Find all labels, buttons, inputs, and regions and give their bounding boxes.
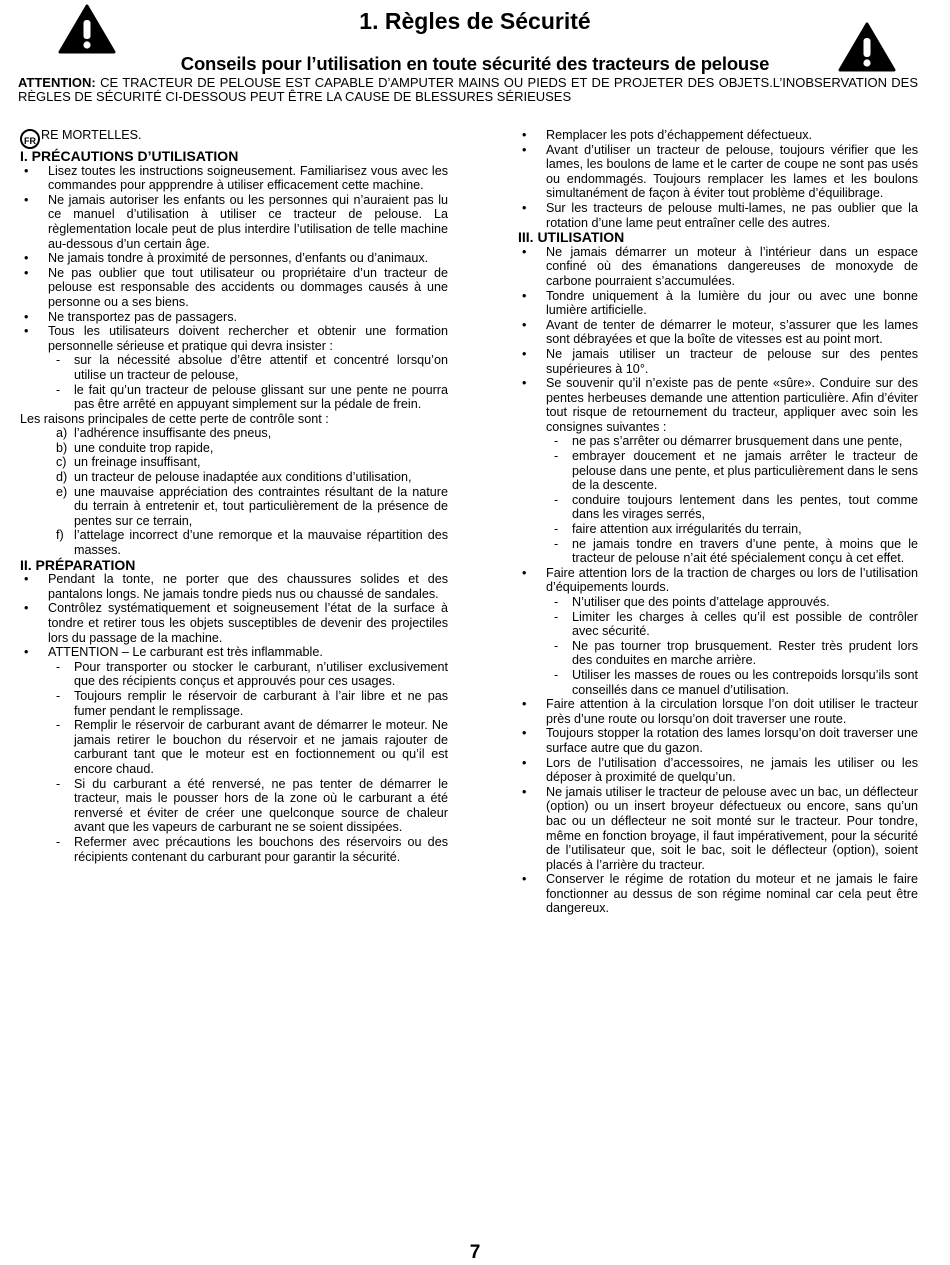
sub-item: - Pour transporter ou stocker le carburant, n’utiliser exclusivement que des récipients conçus et approuvés pour ces usages.: [20, 660, 448, 689]
list-item: • Avant de tenter de démarrer le moteur, s’assurer que les lames sont débrayées et que la boîte de vitesses est au point mort.: [518, 318, 918, 347]
item-letter: b): [56, 440, 68, 455]
fr-badge: FR: [20, 129, 40, 149]
page-number: 7: [469, 1242, 481, 1263]
item-letter: c): [56, 455, 67, 470]
sub-item: - Remplir le réservoir de carburant avant de démarrer le moteur. Ne jamais retirer le bouchon du réservoir et ne jamais rajouter de carburant tant que le moteur est en foctionnement ou qu’il est encore chaud.: [20, 718, 448, 776]
item-text: un freinage insuffisant,: [74, 455, 201, 470]
list-item: • Ne jamais autoriser les enfants ou les personnes qui n’auraient pas lu ce manuel d’utilisation à utiliser ce tracteur de pelouse. La règlementation locale peut de plus interdire l’utilisation de telle machine au-dessous d’un certain âge.: [20, 193, 448, 251]
sub-item: - ne pas s’arrêter ou démarrer brusquement dans une pente,: [518, 434, 918, 449]
list-item: • Pendant la tonte, ne porter que des chaussures solides et des pantalons longs. Ne jamais tondre pieds nus ou chaussé de sandales.: [20, 572, 448, 601]
page-title: 1. Règles de Sécurité: [359, 8, 591, 34]
list-item: • Sur les tracteurs de pelouse multi-lames, ne pas oublier que la rotation d’une lame peut entraîner celle des autres.: [518, 201, 918, 230]
sub-item: - ne jamais tondre en travers d’une pente, à moins que le tracteur de pelouse n’ait été spécialement conçu à cet effet.: [518, 537, 918, 566]
list-item: • Ne jamais utiliser un tracteur de pelouse sur des pentes supérieures à 10°.: [518, 347, 918, 376]
sub-item: - sur la nécessité absolue d’être attentif et concentré lorsqu’on utilise un tracteur de pelouse,: [20, 353, 448, 382]
list-item: • Ne transportez pas de passagers.: [20, 310, 448, 325]
list-item: • ATTENTION – Le carburant est très inflammable.: [20, 645, 448, 660]
list-item: • Ne pas oublier que tout utilisateur ou propriétaire d’un tracteur de pelouse est responsable des accidents ou dommages causés à une personne ou a ses biens.: [20, 266, 448, 310]
lettered-item: [20, 455, 448, 470]
item-letter: e): [56, 484, 68, 499]
item-text: une conduite trop rapide,: [74, 440, 214, 455]
list-item: • Lisez toutes les instructions soigneusement. Familiarisez vous avec les commandes pour appprendre à utiliser efficacement cette machine.: [20, 164, 448, 193]
sub-item: - Toujours remplir le réservoir de carburant à l’air libre et ne pas fumer pendant le remplissage.: [20, 689, 448, 718]
item-text: l’adhérence insuffisante des pneus,: [74, 426, 272, 441]
attention-notice: [18, 76, 918, 104]
list-item: • Faire attention lors de la traction de charges ou lors de l’utilisation d’équipements lourds.: [518, 566, 918, 595]
lettered-item: [20, 485, 448, 529]
sub-item: - le fait qu’un tracteur de pelouse glissant sur une pente ne pourra pas être arrêté en appuyant simplement sur la pédale de frein.: [20, 383, 448, 412]
right-column: [518, 128, 918, 916]
sub-item: - Refermer avec précautions les bouchons des réservoirs ou des récipients contenant du carburant pour garantir la sécurité.: [20, 835, 448, 864]
item-text: une mauvaise appréciation des contraintes résultant de la nature du terrain à entretenir et, tout particulièrement de la présence de pentes sur ce terrain,: [74, 484, 448, 528]
list-item: • Tondre uniquement à la lumière du jour ou avec une bonne lumière artificielle.: [518, 289, 918, 318]
left-column: [20, 128, 448, 864]
section-title: III. UTILISATION: [518, 229, 625, 246]
list-item: • Lors de l’utilisation d’accessoires, ne jamais les utiliser ou les déposer à proximité de quelqu’un.: [518, 756, 918, 785]
lettered-item: [20, 426, 448, 441]
list-item: • Faire attention à la circulation lorsque l’on doit utiliser le tracteur près d’une route ou lorsqu’on doit traverser une route.: [518, 697, 918, 726]
item-text: l’attelage incorrect d’une remorque et la mauvaise répartition des masses.: [74, 528, 448, 558]
lettered-item: [20, 528, 448, 557]
list-item: • Tous les utilisateurs doivent rechercher et obtenir une formation personnelle sérieuse et pratique qui devra insister :: [20, 324, 448, 353]
list-item: • Remplacer les pots d’échappement défectueux.: [518, 128, 918, 143]
attention-label: ATTENTION:: [18, 75, 96, 90]
sub-item: - Limiter les charges à celles qu’il est possible de contrôler avec sécurité.: [518, 610, 918, 639]
attention-text: CE TRACTEUR DE PELOUSE EST CAPABLE D’AMPUTER MAINS OU PIEDS ET DE PROJETER DES OBJETS.L’INOBSERVATION DES RÈGLES DE SÉCURITÉ CI-DESSOUS PEUT ÊTRE LA CAUSE DE BLESSURES SÉRIEUSES: [18, 75, 918, 104]
sub-item: - Utiliser les masses de roues ou les contrepoids lorsqu’ils sont conseillés dans ce manuel d’utilisation.: [518, 668, 918, 697]
list-item: • Toujours stopper la rotation des lames lorsqu’on doit traverser une surface autre que du gazon.: [518, 726, 918, 755]
sub-item: - conduire toujours lentement dans les pentes, tout comme dans les virages serrés,: [518, 493, 918, 522]
list-item: • Contrôlez systématiquement et soigneusement l’état de la surface à tondre et retirer tous les objets susceptibles de devenir des projectiles lors du passage de la machine.: [20, 601, 448, 645]
sub-item: - faire attention aux irrégularités du terrain,: [518, 522, 918, 537]
list-item: • Se souvenir qu’il n’existe pas de pente «sûre». Conduire sur des pentes herbeuses demande une attention particulière. Afin d’éviter tout risque de retournement du tracteur, appliquer avec soin les consignes suivantes :: [518, 376, 918, 434]
sub-item: - Si du carburant a été renversé, ne pas tenter de démarrer le tracteur, mais le pousser hors de la zone où le carburant a été renversé et éviter de créer une quelconque source de chaleur avant que les vapeurs de carburant ne se soient dissipées.: [20, 777, 448, 835]
sub-item: - N’utiliser que des points d’attelage approuvés.: [518, 595, 918, 610]
sub-item: - Ne pas tourner trop brusquement. Rester très prudent lors des conduites en marche arrière.: [518, 639, 918, 668]
lettered-item: [20, 470, 448, 485]
list-item: • Ne jamais utiliser le tracteur de pelouse avec un bac, un déflecteur (option) ou un insert broyeur défectueux ou encore, sans qu’un bac ou un déflecteur ne soit monté sur le tracteur. Pour tondre, même en fonction broyage, il faut impérativement, pour la sécurité de l’utilisateur que, soit le bac, soit le déflecteur (option), soient placés à l’arrière du tracteur.: [518, 785, 918, 873]
list-item: • Ne jamais démarrer un moteur à l’intérieur dans un espace confiné où des émanations dangereuses de monoxyde de carbone pourraient s’accumulées.: [518, 245, 918, 289]
lettered-item: [20, 441, 448, 456]
section-title: II. PRÉPARATION: [20, 556, 136, 573]
paragraph: Les raisons principales de cette perte de contrôle sont :: [20, 411, 329, 426]
list-item: • Conserver le régime de rotation du moteur et ne jamais le faire fonctionner au dessus de son régime nominal car cela peut être dangereux.: [518, 872, 918, 916]
page-subtitle: Conseils pour l’utilisation en toute sécurité des tracteurs de pelouse: [180, 53, 770, 74]
item-letter: d): [56, 470, 68, 485]
sub-item: - embrayer doucement et ne jamais arrêter le tracteur de pelouse dans une pente, et plus particulièrement dans le sens de la descente.: [518, 449, 918, 493]
list-item: • Ne jamais tondre à proximité de personnes, d’enfants ou d’animaux.: [20, 251, 448, 266]
section-title: I. PRÉCAUTIONS D’UTILISATION: [20, 148, 239, 164]
list-item: • Avant d’utiliser un tracteur de pelouse, toujours vérifier que les lames, les boulons de lame et le carter de coupe ne sont pas usés ou endommagés. Toujours remplacer les lames et les boulons simultanément de façon à éviter tout problème d’équilibrage.: [518, 143, 918, 201]
attention-continuation: [20, 128, 448, 149]
continuation-text: RE MORTELLES.: [41, 128, 142, 142]
item-letter: a): [56, 426, 68, 441]
item-letter: f): [56, 528, 64, 543]
item-text: un tracteur de pelouse inadaptée aux conditions d’utilisation,: [74, 470, 412, 485]
